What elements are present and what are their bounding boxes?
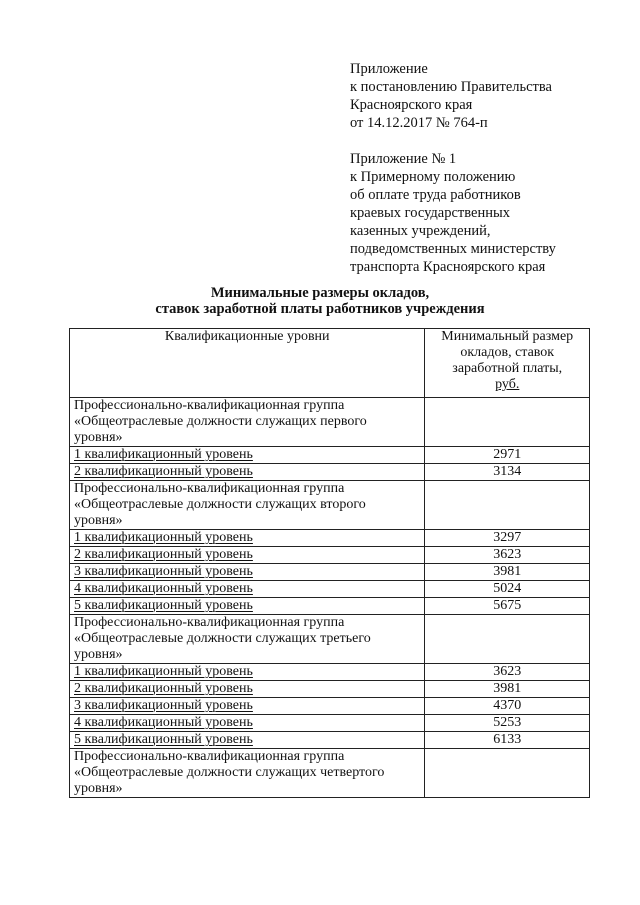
header-salary-line: заработной платы,: [452, 361, 563, 376]
group-title-line: уровня»: [74, 781, 123, 796]
salary-value: 4370: [425, 698, 590, 715]
table-row: [70, 581, 590, 598]
header-minimum-salary: [425, 329, 590, 398]
sub-appendix-line: подведомственных министерству: [350, 241, 556, 257]
sub-appendix-line: Приложение № 1: [350, 151, 457, 167]
sub-appendix-line: об оплате труда работников: [350, 187, 521, 203]
group-value-empty: [425, 398, 590, 447]
group-title-line: Профессионально-квалификационная группа: [74, 615, 345, 630]
header-qualification-levels: Квалификационные уровни: [70, 329, 425, 398]
group-value-empty: [425, 481, 590, 530]
group-title-line: Профессионально-квалификационная группа: [74, 481, 345, 496]
sub-appendix-line: казенных учреждений,: [350, 223, 491, 239]
qualification-level: 5 квалификационный уровень: [70, 598, 425, 615]
salary-value: 2971: [425, 447, 590, 464]
salary-value: 3981: [425, 681, 590, 698]
header-salary-line: Минимальный размер: [441, 329, 574, 344]
table-row: [70, 715, 590, 732]
appendix-gap: [350, 132, 620, 150]
group-title: [70, 615, 425, 664]
table-header-row: [70, 329, 590, 398]
qualification-level: 2 квалификационный уровень: [70, 547, 425, 564]
header-salary-line: окладов, ставок: [460, 345, 555, 360]
salary-value: 3134: [425, 464, 590, 481]
appendix-line: Приложение: [350, 61, 428, 77]
group-title-line: Профессионально-квалификационная группа: [74, 749, 345, 764]
group-title-line: «Общеотраслевые должности служащих второго: [74, 497, 366, 512]
qualification-level: 3 квалификационный уровень: [70, 564, 425, 581]
group-title-line: уровня»: [74, 647, 123, 662]
qualification-level: 4 квалификационный уровень: [70, 715, 425, 732]
group-title-line: уровня»: [74, 513, 123, 528]
table-row: [70, 530, 590, 547]
qualification-level: 2 квалификационный уровень: [70, 681, 425, 698]
sub-appendix-line: транспорта Красноярского края: [350, 259, 546, 275]
title-line-1: Минимальные размеры окладов,: [210, 285, 430, 301]
sub-appendix-line: краевых государственных: [350, 205, 510, 221]
salary-table: [69, 328, 590, 798]
qualification-level: 5 квалификационный уровень: [70, 732, 425, 749]
appendix-line: к постановлению Правительства: [350, 79, 552, 95]
group-title-line: «Общеотраслевые должности служащих первого: [74, 414, 367, 429]
appendix-block: [350, 60, 620, 276]
group-row: [70, 749, 590, 798]
salary-value: 5675: [425, 598, 590, 615]
group-title: [70, 398, 425, 447]
group-row: [70, 615, 590, 664]
qualification-level: 1 квалификационный уровень: [70, 664, 425, 681]
qualification-level: 4 квалификационный уровень: [70, 581, 425, 598]
header-salary-line: руб.: [495, 377, 520, 392]
table-row: [70, 464, 590, 481]
document-title: [0, 285, 640, 317]
salary-value: 5024: [425, 581, 590, 598]
group-title-line: «Общеотраслевые должности служащих третьего: [74, 631, 371, 646]
table-row: [70, 681, 590, 698]
group-value-empty: [425, 615, 590, 664]
table-row: [70, 732, 590, 749]
title-line-2: ставок заработной платы работников учреждения: [155, 301, 485, 317]
group-title-line: уровня»: [74, 430, 123, 445]
table-row: [70, 664, 590, 681]
group-row: [70, 481, 590, 530]
salary-value: 3981: [425, 564, 590, 581]
table-row: [70, 547, 590, 564]
qualification-level: 1 квалификационный уровень: [70, 530, 425, 547]
salary-value: 3297: [425, 530, 590, 547]
group-value-empty: [425, 749, 590, 798]
group-title: [70, 481, 425, 530]
qualification-level: 1 квалификационный уровень: [70, 447, 425, 464]
appendix-line: Красноярского края: [350, 97, 473, 113]
salary-value: 5253: [425, 715, 590, 732]
table-row: [70, 564, 590, 581]
table-row: [70, 447, 590, 464]
qualification-level: 3 квалификационный уровень: [70, 698, 425, 715]
qualification-level: 2 квалификационный уровень: [70, 464, 425, 481]
table-body: [70, 398, 590, 798]
salary-value: 3623: [425, 547, 590, 564]
table-row: [70, 598, 590, 615]
salary-value: 3623: [425, 664, 590, 681]
group-title-line: «Общеотраслевые должности служащих четвертого: [74, 765, 385, 780]
group-title: [70, 749, 425, 798]
sub-appendix-line: к Примерному положению: [350, 169, 516, 185]
salary-value: 6133: [425, 732, 590, 749]
table-row: [70, 698, 590, 715]
appendix-line: от 14.12.2017 № 764-п: [350, 115, 488, 131]
group-row: [70, 398, 590, 447]
group-title-line: Профессионально-квалификационная группа: [74, 398, 345, 413]
